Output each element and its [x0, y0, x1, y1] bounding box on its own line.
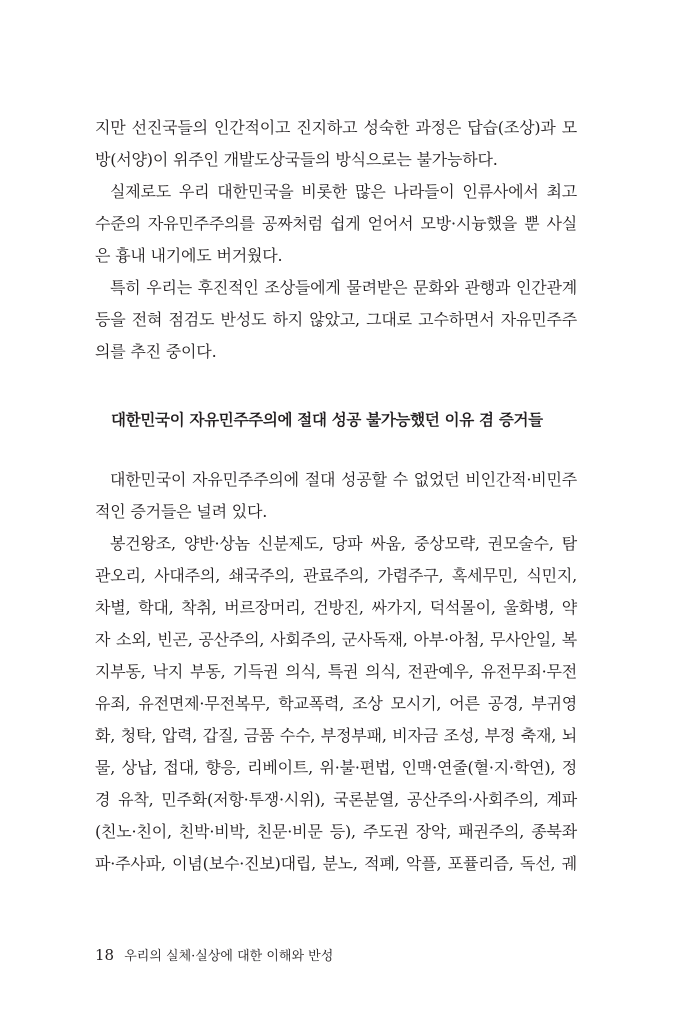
section-heading: 대한민국이 자유민주주의에 절대 성공 불가능했던 이유 겸 증거들 — [111, 411, 543, 429]
body-line: 관오리, 사대주의, 쇄국주의, 관료주의, 가렴주구, 혹세무민, 식민지, — [95, 566, 577, 585]
body-line: 경 유착, 민주화(저항·투쟁·시위), 국론분열, 공산주의·사회주의, 계파 — [95, 790, 577, 809]
body-line: 수준의 자유민주주의를 공짜처럼 쉽게 얻어서 모방·시늉했을 뿐 사실 — [95, 214, 577, 233]
body-line: 지부동, 낙지 부동, 기득권 의식, 특권 의식, 전관예우, 유전무죄·무전 — [95, 662, 577, 681]
body-line: 특히 우리는 후진적인 조상들에게 물려받은 문화와 관행과 인간관계 — [110, 278, 577, 297]
page-footer — [95, 945, 333, 967]
page-number: 18 — [95, 946, 115, 964]
body-line: 방(서양)이 위주인 개발도상국들의 방식으로는 불가능하다. — [95, 150, 498, 169]
body-line: 유죄, 유전면제·무전복무, 학교폭력, 조상 모시기, 어른 공경, 부귀영 — [95, 694, 577, 713]
body-line: 물, 상납, 접대, 향응, 리베이트, 위·불·편법, 인맥·연줄(혈·지·학연), 정 — [95, 758, 577, 777]
running-title: 우리의 실체·실상에 대한 이해와 반성 — [124, 949, 334, 964]
body-line: 등을 전혀 점검도 반성도 하지 않았고, 그대로 고수하면서 자유민주주 — [95, 310, 577, 329]
body-line: 의를 추진 중이다. — [95, 342, 217, 361]
body-line: 차별, 학대, 착취, 버르장머리, 건방진, 싸가지, 덕석몰이, 울화병, 약 — [95, 598, 577, 617]
body-line: 화, 청탁, 압력, 갑질, 금품 수수, 부정부패, 비자금 조성, 부정 축재, 뇌 — [95, 726, 577, 745]
body-line: 자 소외, 빈곤, 공산주의, 사회주의, 군사독재, 아부·아첨, 무사안일, 복 — [95, 630, 577, 649]
body-line: 대한민국이 자유민주주의에 절대 성공할 수 없었던 비인간적·비민주 — [110, 470, 577, 489]
body-line: 실제로도 우리 대한민국을 비롯한 많은 나라들이 인류사에서 최고 — [110, 182, 577, 201]
body-line: 파·주사파, 이념(보수·진보)대립, 분노, 적폐, 악플, 포퓰리즘, 독선, 궤 — [95, 854, 577, 873]
body-line: (친노·친이, 친박·비박, 친문·비문 등), 주도권 장악, 패권주의, 종북좌 — [95, 822, 577, 841]
body-line: 봉건왕조, 양반·상놈 신분제도, 당파 싸움, 중상모략, 권모술수, 탐 — [110, 534, 577, 553]
body-line: 지만 선진국들의 인간적이고 진지하고 성숙한 과정은 답습(조상)과 모 — [95, 118, 577, 137]
body-line: 적인 증거들은 널려 있다. — [95, 502, 268, 521]
body-line: 은 흉내 내기에도 버거웠다. — [95, 246, 283, 265]
